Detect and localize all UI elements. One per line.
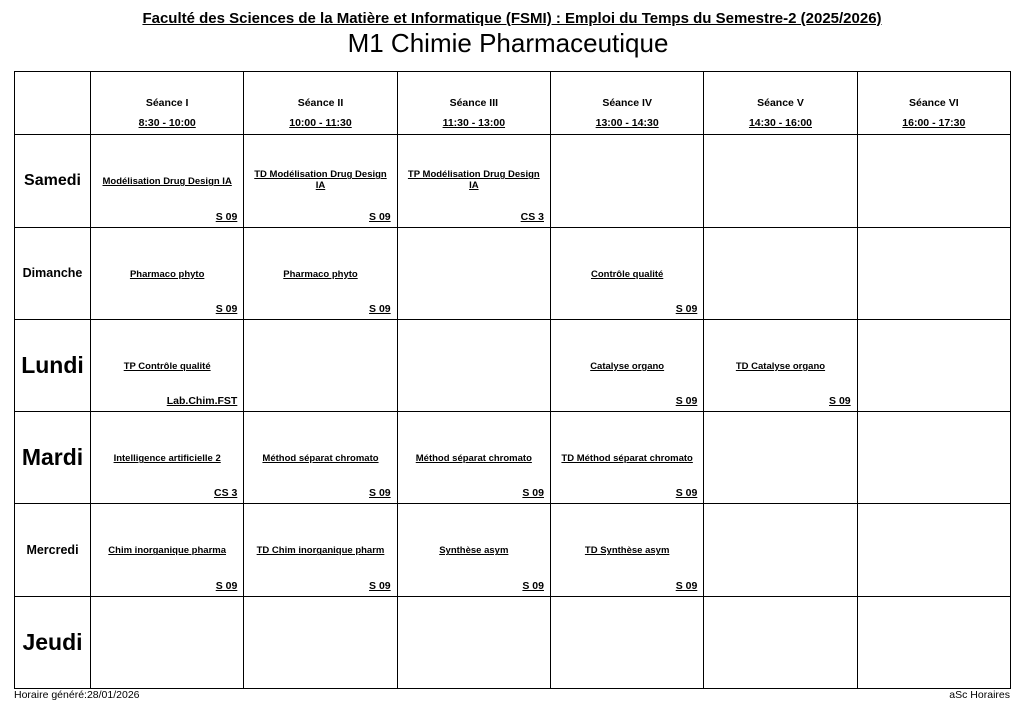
lesson-subject: TD Modélisation Drug Design IA	[254, 169, 387, 192]
empty-slot	[857, 135, 1010, 227]
day-row	[15, 319, 1011, 411]
empty-slot	[857, 412, 1010, 504]
empty-slot	[704, 596, 857, 688]
period-time: 16:00 - 17:30	[902, 117, 966, 129]
day-name: Dimanche	[22, 266, 83, 281]
lesson-card	[551, 504, 703, 595]
lesson-cell	[550, 227, 703, 319]
lesson-card	[91, 320, 243, 411]
lesson-room: S 09	[522, 579, 544, 592]
lesson-room: S 09	[215, 579, 238, 592]
lesson-room: S 09	[675, 487, 698, 500]
lesson-subject: Pharmaco phyto	[129, 268, 205, 280]
lesson-room: CS 3	[213, 487, 238, 500]
lesson-card	[244, 412, 396, 503]
day-label	[15, 412, 91, 504]
lesson-room: Lab.Chim.FST	[166, 395, 238, 408]
period-header	[550, 72, 703, 135]
lesson-card	[244, 228, 396, 319]
period-name: Séance I	[145, 97, 189, 109]
empty-slot	[397, 596, 550, 688]
lesson-room: S 09	[675, 395, 698, 408]
lesson-cell	[91, 504, 244, 596]
lesson-room: CS 3	[520, 210, 544, 223]
timetable-header-row	[15, 72, 1011, 135]
lesson-card	[91, 228, 243, 319]
lesson-cell	[244, 504, 397, 596]
corner-cell	[15, 72, 91, 135]
lesson-room: S 09	[369, 579, 391, 592]
institution-header: Faculté des Sciences de la Matière et Informatique (FSMI) : Emploi du Temps du Semestre-2 (2025/2026)	[142, 10, 882, 27]
timetable	[14, 71, 1011, 689]
lesson-subject: Méthod séparat chromato	[415, 453, 532, 465]
day-label	[15, 596, 91, 688]
period-time: 11:30 - 13:00	[442, 117, 506, 129]
lesson-room: S 09	[215, 302, 238, 315]
period-name: Séance IV	[602, 97, 652, 109]
lesson-card	[91, 412, 243, 503]
lesson-room: S 09	[675, 302, 698, 315]
day-row	[15, 227, 1011, 319]
lesson-subject: TP Modélisation Drug Design IA	[407, 169, 540, 192]
day-row	[15, 504, 1011, 596]
lesson-cell	[550, 504, 703, 596]
period-header	[244, 72, 397, 135]
empty-slot	[704, 412, 857, 504]
lesson-card	[704, 320, 856, 411]
lesson-room: S 09	[675, 579, 698, 592]
period-time: 8:30 - 10:00	[138, 117, 196, 129]
empty-slot	[550, 596, 703, 688]
lesson-subject: Pharmaco phyto	[283, 268, 358, 280]
lesson-cell	[91, 135, 244, 227]
lesson-subject: TD Catalyse organo	[735, 360, 826, 372]
software-credit: aSc Horaires	[949, 689, 1010, 701]
day-row	[15, 596, 1011, 688]
lesson-cell	[397, 412, 550, 504]
day-label	[15, 135, 91, 227]
lesson-room: S 09	[215, 210, 238, 223]
lesson-room: S 09	[369, 487, 391, 500]
period-header	[704, 72, 857, 135]
lesson-subject: TP Contrôle qualité	[123, 360, 211, 372]
lesson-subject: Modélisation Drug Design IA	[102, 176, 232, 188]
lesson-card	[244, 504, 396, 595]
empty-slot	[857, 319, 1010, 411]
lesson-room: S 09	[522, 487, 544, 500]
empty-slot	[857, 596, 1010, 688]
lesson-subject: Chim inorganique pharma	[108, 545, 227, 557]
lesson-subject: TD Méthod séparat chromato	[561, 453, 693, 465]
class-title: M1 Chimie Pharmaceutique	[347, 28, 669, 58]
period-time: 13:00 - 14:30	[595, 117, 659, 129]
empty-slot	[244, 596, 397, 688]
day-label	[15, 504, 91, 596]
lesson-card	[244, 135, 396, 226]
lesson-subject: Contrôle qualité	[590, 268, 664, 280]
generated-date: Horaire généré:28/01/2026	[14, 689, 140, 701]
period-header	[397, 72, 550, 135]
lesson-cell	[91, 412, 244, 504]
lesson-subject: Synthèse asym	[439, 545, 509, 557]
lesson-card	[551, 412, 703, 503]
lesson-room: S 09	[829, 395, 851, 408]
empty-slot	[244, 319, 397, 411]
day-label	[15, 319, 91, 411]
day-row	[15, 135, 1011, 227]
period-name: Séance III	[449, 97, 499, 109]
empty-slot	[704, 504, 857, 596]
lesson-cell	[397, 504, 550, 596]
lesson-subject: TD Synthèse asym	[584, 545, 670, 557]
lesson-card	[551, 228, 703, 319]
empty-slot	[704, 135, 857, 227]
lesson-subject: Catalyse organo	[590, 360, 665, 372]
lesson-cell	[704, 319, 857, 411]
period-time: 14:30 - 16:00	[748, 117, 812, 129]
lesson-card	[91, 504, 243, 595]
lesson-card	[398, 412, 550, 503]
empty-slot	[704, 227, 857, 319]
empty-slot	[550, 135, 703, 227]
lesson-cell	[550, 319, 703, 411]
day-row	[15, 412, 1011, 504]
period-time: 10:00 - 11:30	[289, 117, 352, 129]
day-name: Mercredi	[26, 543, 79, 558]
day-name: Lundi	[21, 351, 84, 378]
empty-slot	[397, 319, 550, 411]
empty-slot	[397, 227, 550, 319]
lesson-subject: Méthod séparat chromato	[262, 453, 379, 465]
lesson-card	[551, 320, 703, 411]
lesson-cell	[244, 227, 397, 319]
day-name: Mardi	[21, 444, 84, 471]
empty-slot	[857, 227, 1010, 319]
lesson-cell	[244, 412, 397, 504]
period-name: Séance II	[297, 97, 344, 109]
lesson-cell	[550, 412, 703, 504]
lesson-cell	[91, 319, 244, 411]
empty-slot	[857, 504, 1010, 596]
lesson-cell	[91, 227, 244, 319]
period-name: Séance VI	[909, 97, 959, 109]
period-header	[857, 72, 1010, 135]
lesson-room: S 09	[369, 302, 391, 315]
period-name: Séance V	[757, 97, 804, 109]
lesson-card	[398, 504, 550, 595]
lesson-room: S 09	[369, 210, 391, 223]
lesson-subject: Intelligence artificielle 2	[113, 453, 221, 465]
lesson-cell	[244, 135, 397, 227]
lesson-cell	[397, 135, 550, 227]
lesson-card	[91, 135, 243, 226]
day-name: Samedi	[24, 171, 81, 189]
lesson-card	[398, 135, 550, 226]
period-header	[91, 72, 244, 135]
day-label	[15, 227, 91, 319]
lesson-subject: TD Chim inorganique pharm	[256, 545, 385, 557]
day-name: Jeudi	[22, 628, 83, 655]
empty-slot	[91, 596, 244, 688]
